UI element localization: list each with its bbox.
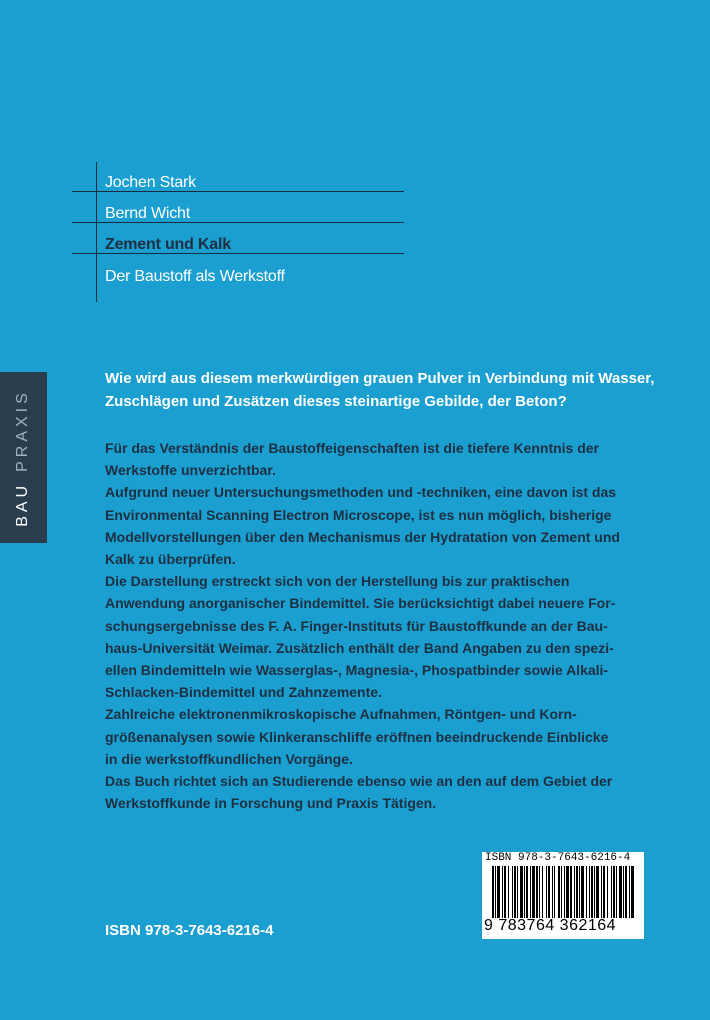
barcode-bar <box>594 866 595 918</box>
barcode-bar <box>536 866 538 918</box>
barcode-header: ISBN 978-3-7643-6216-4 <box>485 852 631 864</box>
barcode-bar <box>558 866 560 918</box>
barcode-bar <box>566 866 569 918</box>
barcode-bar <box>613 866 615 918</box>
barcode-bar <box>625 866 627 918</box>
series-praxis: PRAXIS <box>14 389 31 472</box>
book-title: Zement und Kalk <box>105 236 231 253</box>
body-line: Werkstoffe unverzichtbar. <box>105 462 276 479</box>
barcode-bar <box>492 866 494 918</box>
barcode-bar <box>495 866 496 918</box>
body-line: Environmental Scanning Electron Microscope, ist es nun möglich, bisherige <box>105 506 612 523</box>
barcode-bar <box>619 866 622 918</box>
barcode-bar <box>579 866 580 918</box>
barcode-bars <box>492 866 634 918</box>
barcode-bar <box>574 866 575 918</box>
barcode-bar <box>497 866 500 918</box>
barcode-bar <box>514 866 516 918</box>
barcode-bar <box>552 866 553 918</box>
barcode-bar <box>530 866 531 918</box>
barcode-bar <box>564 866 565 918</box>
barcode-bar <box>581 866 584 918</box>
body-line: in die werkstoffkundlichen Vorgänge. <box>105 750 353 767</box>
barcode-bar <box>504 866 506 918</box>
barcode-bar <box>631 866 634 918</box>
barcode-bar <box>542 866 543 918</box>
body-line: Zahlreiche elektronenmikroskopische Aufnahmen, Röntgen- und Korn- <box>105 706 577 723</box>
intro-question <box>105 367 665 413</box>
barcode-bar <box>611 866 612 918</box>
series-label <box>14 389 32 527</box>
body-line: Die Darstellung erstreckt sich von der Herstellung bis zur praktischen <box>105 573 570 590</box>
barcode-bar <box>629 866 630 918</box>
body-line: haus-Universität Weimar. Zusätzlich enthält der Band Angaben zu den spezi- <box>105 639 614 656</box>
isbn-text: ISBN 978-3-7643-6216-4 <box>105 922 274 939</box>
body-line: Kalk zu überprüfen. <box>105 551 236 568</box>
barcode-bar <box>532 866 535 918</box>
body-line: größenanalysen sowie Klinkeranschliffe eröffnen beeindruckende Einblicke <box>105 728 609 745</box>
barcode-digits: 9 783764 362164 <box>484 917 617 934</box>
barcode-bar <box>539 866 540 918</box>
barcode-bar <box>596 866 599 918</box>
barcode-bar <box>570 866 572 918</box>
barcode-bar <box>520 866 523 918</box>
barcode-bar <box>524 866 525 918</box>
body-line: Schlacken-Bindemittel und Zahnzemente. <box>105 684 382 701</box>
vertical-rule <box>96 162 97 302</box>
barcode-bar <box>586 866 587 918</box>
barcode-bar <box>601 866 602 918</box>
intro-line: Zuschlägen und Zusätzen dieses steinartige Gebilde, der Beton? <box>105 393 567 410</box>
book-subtitle: Der Baustoff als Werkstoff <box>105 268 285 285</box>
body-line: Für das Verständnis der Baustoffeigenschaften ist die tiefere Kenntnis der <box>105 440 600 456</box>
intro-line: Wie wird aus diesem merkwürdigen grauen Pulver in Verbindung mit Wasser, <box>105 370 655 387</box>
author-2: Bernd Wicht <box>105 205 190 222</box>
barcode-bar <box>576 866 578 918</box>
body-line: Das Buch richtet sich an Studierende ebenso wie an den auf dem Gebiet der <box>105 773 613 790</box>
barcode-bar <box>526 866 528 918</box>
body-line: ellen Bindemitteln wie Wasserglas-, Magnesia-, Phospatbinder sowie Alkali- <box>105 662 609 679</box>
barcode-bar <box>546 866 547 918</box>
barcode-bar <box>548 866 550 918</box>
barcode-bar <box>512 866 513 918</box>
barcode-bar <box>502 866 503 918</box>
author-1: Jochen Stark <box>105 174 196 191</box>
body-line: Aufgrund neuer Untersuchungsmethoden und -techniken, eine davon ist das <box>105 484 617 501</box>
body-line: Anwendung anorganischer Bindemittel. Sie berücksichtigt dabei neuere For- <box>105 595 616 612</box>
barcode-bar <box>517 866 518 918</box>
barcode-bar <box>561 866 562 918</box>
body-line: Werkstoffkunde in Forschung und Praxis Tätigen. <box>105 795 437 812</box>
body-line: schungsergebnisse des F. A. Finger-Instituts für Baustoffkunde an der Bau- <box>105 617 608 634</box>
barcode-bar <box>508 866 509 918</box>
barcode-bar <box>623 866 624 918</box>
barcode-bar <box>589 866 590 918</box>
series-bau: BAU <box>14 481 31 527</box>
isbn-barcode <box>482 852 644 939</box>
barcode-bar <box>616 866 617 918</box>
body-line: Modellvorstellungen über den Mechanismus der Hydratation von Zement und <box>105 528 620 545</box>
barcode-bar <box>603 866 605 918</box>
description <box>105 437 665 814</box>
barcode-bar <box>554 866 555 918</box>
barcode-bar <box>607 866 608 918</box>
barcode-bar <box>591 866 593 918</box>
